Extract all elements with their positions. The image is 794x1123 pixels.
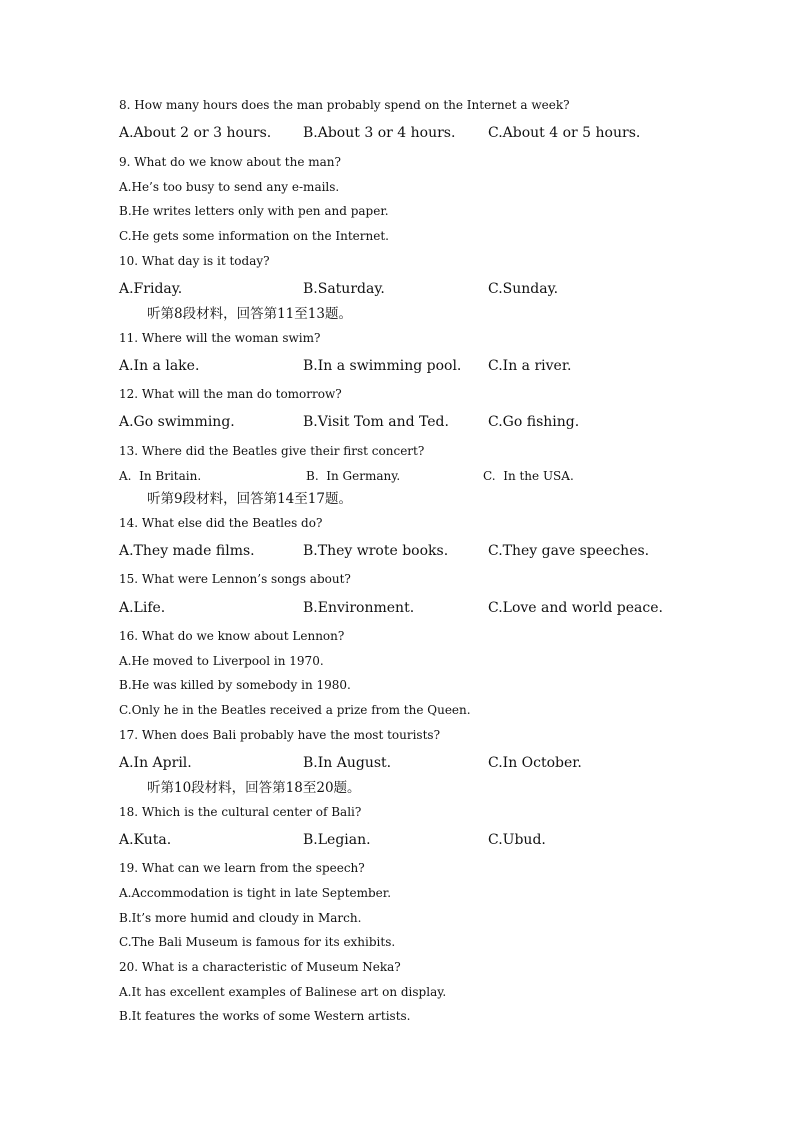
answer-option: C.Go fishing. [488,414,580,430]
answer-option: C.About 4 or 5 hours. [488,125,641,141]
answer-option: A.Kuta. [119,832,172,848]
answer-option: C. In the USA. [483,469,574,483]
answer-option: C.The Bali Museum is famous for its exhibits. [119,935,396,949]
answer-option: B. In Germany. [306,469,401,483]
answer-option: A.They made films. [119,543,255,559]
answer-option: B.Environment. [303,600,415,616]
answer-option: C.In a river. [488,358,572,374]
answer-option: A.About 2 or 3 hours. [119,125,272,141]
question-text: 15. What were Lennon’s songs about? [119,572,351,586]
answer-option: B.Saturday. [303,281,385,297]
question-text: 14. What else did the Beatles do? [119,516,323,530]
section-instruction: 听第8段材料，回答第11至13题。 [147,306,352,322]
section-instruction: 听第10段材料，回答第18至20题。 [147,780,361,796]
answer-option: A.He’s too busy to send any e-mails. [119,180,340,194]
answer-option: C.He gets some information on the Internet. [119,229,389,243]
answer-option: C.They gave speeches. [488,543,650,559]
answer-option: B.He was killed by somebody in 1980. [119,678,351,692]
answer-option: A.Accommodation is tight in late September. [119,886,392,900]
answer-option: B.Visit Tom and Ted. [303,414,449,430]
answer-option: B.Legian. [303,832,371,848]
question-text: 8. How many hours does the man probably spend on the Internet a week? [119,98,570,112]
question-text: 19. What can we learn from the speech? [119,861,365,875]
answer-option: C.Sunday. [488,281,559,297]
answer-option: C.Ubud. [488,832,546,848]
answer-option: A.In April. [119,755,192,771]
answer-option: B.They wrote books. [303,543,449,559]
answer-option: B.It features the works of some Western artists. [119,1009,411,1023]
question-text: 18. Which is the cultural center of Bali? [119,805,362,819]
question-text: 17. When does Bali probably have the most tourists? [119,728,441,742]
question-text: 13. Where did the Beatles give their first concert? [119,444,425,458]
answer-option: A.Life. [119,600,166,616]
answer-option: B.In a swimming pool. [303,358,462,374]
answer-option: C.Love and world peace. [488,600,663,616]
answer-option: C.Only he in the Beatles received a prize from the Queen. [119,703,471,717]
answer-option: A.Friday. [119,281,183,297]
answer-option: B.In August. [303,755,392,771]
answer-option: A.He moved to Liverpool in 1970. [119,654,324,668]
answer-option: B.About 3 or 4 hours. [303,125,456,141]
answer-option: B.He writes letters only with pen and paper. [119,204,389,218]
answer-option: A.Go swimming. [119,414,235,430]
answer-option: C.In October. [488,755,582,771]
section-instruction: 听第9段材料，回答第14至17题。 [147,491,352,507]
question-text: 20. What is a characteristic of Museum Neka? [119,960,401,974]
question-text: 9. What do we know about the man? [119,155,341,169]
answer-option: A.In a lake. [119,358,200,374]
answer-option: B.It’s more humid and cloudy in March. [119,911,362,925]
question-text: 11. Where will the woman swim? [119,331,321,345]
question-text: 16. What do we know about Lennon? [119,629,345,643]
answer-option: A.It has excellent examples of Balinese art on display. [119,985,447,999]
answer-option: A. In Britain. [119,469,202,483]
question-text: 12. What will the man do tomorrow? [119,387,342,401]
question-text: 10. What day is it today? [119,254,270,268]
